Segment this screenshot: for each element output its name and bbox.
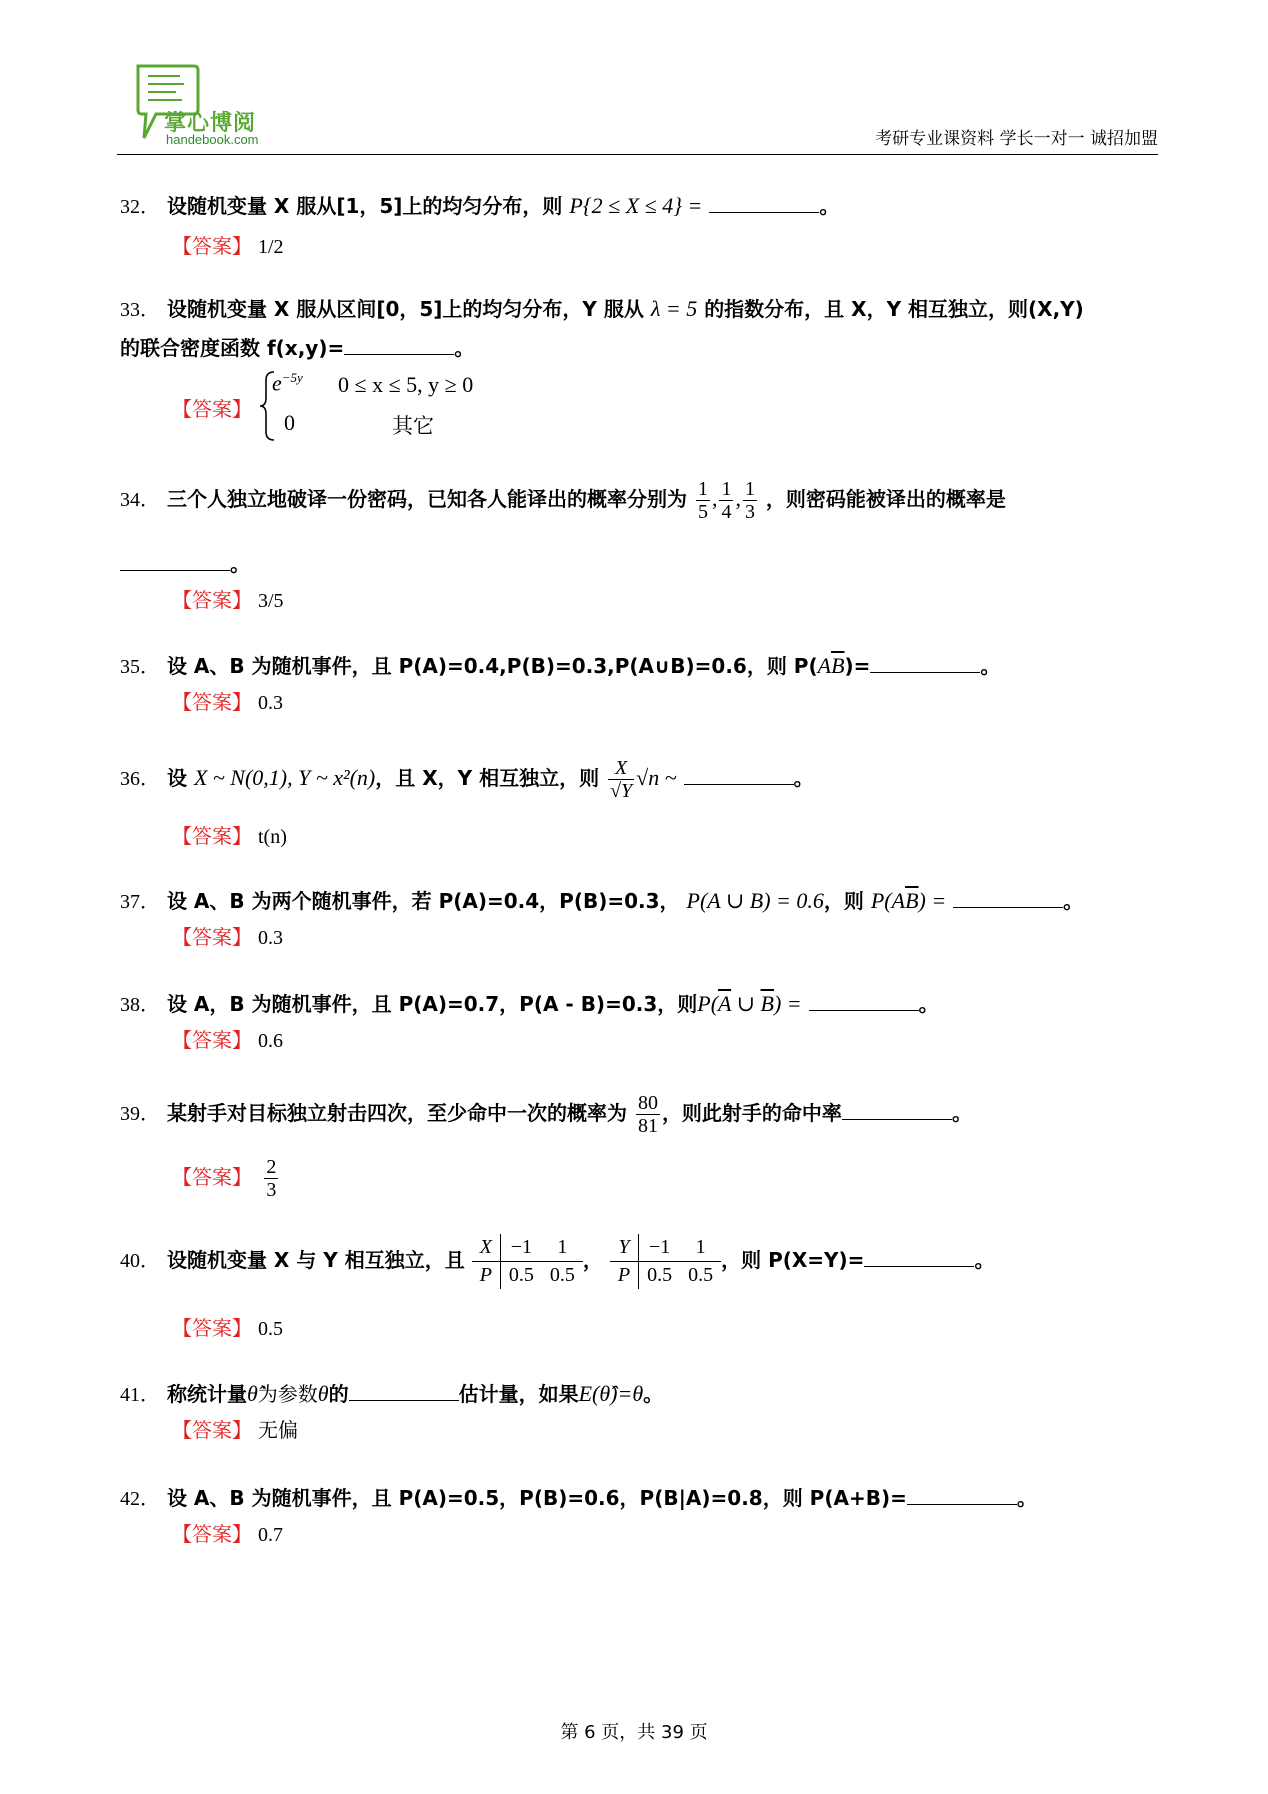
question-text: 称统计量 [166,1382,247,1406]
question-37 [120,885,1083,914]
question-text: 设 A、B 为两个随机事件，若 P(A)=0.4，P(B)=0.3， [166,889,680,913]
question-text: 设随机变量 X 与 Y 相互独立，且 [166,1248,465,1272]
question-33 [120,293,1084,322]
answer-value: 0.7 [258,1524,283,1546]
question-number: 34． [120,489,160,511]
math-expression: P( [697,991,719,1016]
question-40 [120,1234,994,1289]
question-number: 39． [120,1103,160,1125]
answer-40 [172,1312,283,1341]
fraction: $\frac{1}{4}$ [721,478,732,523]
answer-blank[interactable] [842,1101,952,1120]
math-A: A [817,653,832,678]
answer-tag: 【答案】 [172,1316,252,1340]
answer-tag: 【答案】 [172,1418,252,1442]
question-34: 34． 三个人独立地破译一份密码，已知各人能译出的概率分别为 $\frac{1}{5}$ , $\frac{1}{4}$ , $\frac{1}{3}$ ，则密码能被译出的概率是 [120,478,1006,523]
math-expression-end: ) = [918,888,947,913]
punctuation: 。 [793,766,814,790]
punctuation: 。 [974,1248,995,1272]
math-B-complement: $\overline{B}$ [905,888,919,913]
answer-blank[interactable] [684,766,794,785]
math-B-complement: $\overline{B}$ [760,991,774,1016]
question-number: 38． [120,994,160,1016]
question-number: 41． [120,1384,160,1406]
answer-42 [172,1518,283,1547]
question-38 [120,988,939,1017]
answer-blank[interactable] [809,992,919,1011]
question-39 [120,1092,972,1137]
math-B-complement: $\overline{B}$ [831,653,845,678]
answer-value: 无偏 [258,1418,298,1442]
question-text-cont: ，且 X，Y 相互独立，则 [375,766,600,790]
question-text: 设 A、B 为随机事件，且 P(A)=0.5，P(B)=0.6，P(B|A)=0.8，则 P(A+B)= [166,1486,907,1510]
question-text: 的联合密度函数 f(x,y)= [120,336,345,360]
answer-38 [172,1024,283,1053]
answer-39 [172,1156,280,1201]
answer-tag: 【答案】 [172,690,252,714]
question-41 [120,1378,663,1407]
question-number: 40． [120,1250,160,1272]
question-number: 32． [120,196,160,218]
answer-tag: 【答案】 [172,588,252,612]
answer-value: 0.3 [258,927,283,949]
punctuation: 。 [1063,889,1084,913]
answer-tag: 【答案】 [172,1522,252,1546]
logo-url: handebook.com [166,132,259,147]
piecewise-row-1-expr: $e^{-5y}$ [272,370,303,396]
answer-blank[interactable] [907,1486,1017,1505]
math-expression: P(A ∪ B) = 0.6 [686,888,824,913]
question-text: 三个人独立地破译一份密码，已知各人能译出的概率分别为 [166,487,687,511]
answer-32 [172,230,284,259]
header-divider [117,154,1158,155]
answer-blank[interactable] [953,889,1063,908]
punctuation: 。 [643,1382,664,1406]
question-text: 设 [166,766,187,790]
punctuation: 。 [918,992,939,1016]
answer-value: 0.6 [258,1030,283,1052]
answer-36 [172,820,287,849]
math-union: ∪ [731,991,761,1016]
fraction: $\frac{X}{√Y}$ [610,757,633,802]
answer-value: 0.5 [258,1318,283,1340]
answer-fraction: $\frac{2}{3}$ [266,1156,277,1201]
question-number: 33． [120,299,160,321]
question-text-cont: ，则此射手的命中率 [661,1101,842,1125]
math-expression: P(A [870,888,906,913]
question-text-cont: ，则密码能被译出的概率是 [765,487,1006,511]
answer-blank[interactable] [120,552,230,571]
page-number: 第 6 页，共 39 页 [560,1722,708,1743]
question-number: 37． [120,891,160,913]
answer-35 [172,686,283,715]
question-33-line2 [120,332,474,361]
question-number: 36． [120,768,160,790]
question-text: 设 A、B 为随机事件，且 P(A)=0.4,P(B)=0.3,P(A∪B)=0.6，则 P( [166,654,818,678]
question-34-line2 [120,548,250,577]
piecewise-row-1-condition: 0 ≤ x ≤ 5, y ≥ 0 [338,372,474,397]
question-text-mid: 为参数 [257,1382,318,1406]
question-36 [120,757,814,802]
fraction: $\frac{1}{5}$ [697,478,708,523]
answer-tag: 【答案】 [172,397,252,421]
question-32 [120,190,839,219]
answer-blank[interactable] [344,336,454,355]
logo-brand-name: 掌心博阅 [164,111,257,136]
piecewise-row-2-expr: 0 [284,410,295,435]
math-expression: P{2 ≤ X ≤ 4} = [569,193,703,218]
question-text: 设随机变量 X 服从[1，5]上的均匀分布，则 [166,194,563,218]
question-text-cont: 估计量，如果 [458,1382,579,1406]
answer-value: 1/2 [258,236,284,258]
question-35 [120,650,1000,679]
piecewise-row-2-condition: 其它 [392,414,434,438]
math-theta-hat: θ̂ [246,1381,258,1406]
answer-41 [172,1414,298,1443]
question-text-cont: 的指数分布，且 X，Y 相互独立，则(X,Y) [704,297,1084,321]
math-theta: θ [317,1381,329,1406]
punctuation: 。 [230,552,250,576]
math-expression: X ~ N(0,1), Y ~ x²(n) [193,765,376,790]
math-expression: λ = 5 [650,296,698,321]
answer-34 [172,584,284,613]
answer-value: 3/5 [258,590,284,612]
distribution-table-y: Y −1 1 P 0.5 0.5 [610,1234,721,1289]
answer-tag: 【答案】 [172,925,252,949]
math-A-complement: $\overline{A}$ [718,991,732,1016]
answer-value: t(n) [258,826,287,848]
math-expression-end: ) = [773,991,802,1016]
brand-logo [132,62,282,146]
question-number: 35． [120,656,160,678]
distribution-table-x: X −1 1 P 0.5 0.5 [472,1234,583,1289]
answer-37 [172,921,283,950]
punctuation: 。 [1016,1486,1037,1510]
answer-tag: 【答案】 [172,1028,252,1052]
punctuation: 。 [454,336,475,360]
answer-blank[interactable] [709,194,819,213]
answer-tag: 【答案】 [172,234,252,258]
fraction: $\frac{1}{3}$ [744,478,755,523]
question-text-cont: )= [844,654,871,678]
fraction: $\frac{80}{81}$ [637,1092,658,1137]
question-text-cont: ，则 P(X=Y)= [721,1248,865,1272]
punctuation: 。 [819,194,840,218]
question-text-cont: 的 [328,1382,349,1406]
punctuation: ， [582,1248,603,1272]
answer-tag: 【答案】 [172,1165,252,1189]
question-text: 设 A，B 为随机事件，且 P(A)=0.7，P(A - B)=0.3，则 [166,992,698,1016]
answer-blank[interactable] [864,1248,974,1267]
answer-tag: 【答案】 [172,824,252,848]
punctuation: 。 [980,654,1001,678]
answer-value: 0.3 [258,692,283,714]
question-42 [120,1482,1037,1511]
question-text: 设随机变量 X 服从区间[0，5]上的均匀分布，Y 服从 [166,297,644,321]
question-text-cont: ，则 [823,889,864,913]
math-expectation: E(θ̂)=θ [578,1381,644,1406]
header-tagline: 考研专业课资料 学长一对一 诚招加盟 [875,129,1158,149]
answer-33 [172,393,252,422]
answer-blank[interactable] [870,654,980,673]
question-text: 某射手对目标独立射击四次，至少命中一次的概率为 [166,1101,627,1125]
math-sqrt-n: √n ~ [636,765,677,790]
answer-blank[interactable] [349,1382,459,1401]
punctuation: 。 [951,1101,972,1125]
question-number: 42． [120,1488,160,1510]
